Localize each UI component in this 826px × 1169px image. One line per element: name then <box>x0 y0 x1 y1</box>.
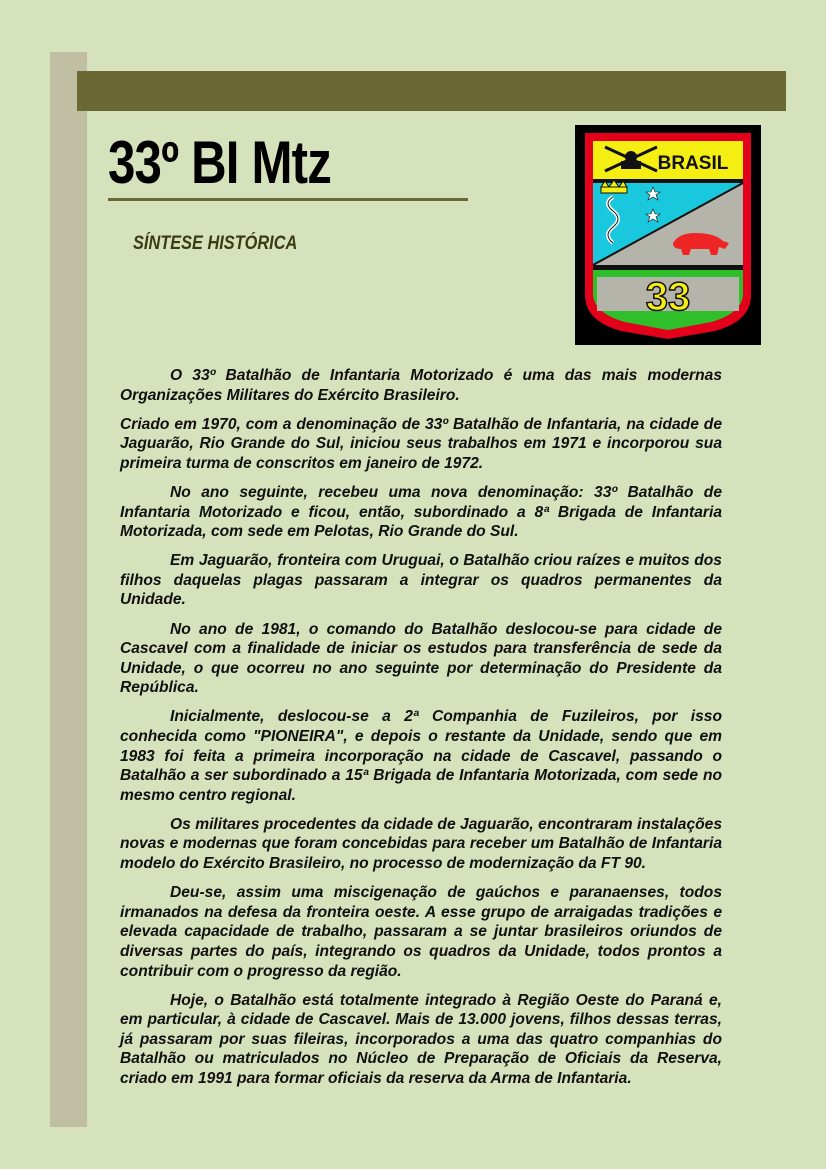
history-text <box>120 366 722 1098</box>
paragraph-2: Criado em 1970, com a denominação de 33º Batalhão de Infantaria, na cidade de Jaguarão, Rio Grande do Sul, iniciou seus trabalhos em 1971 e incorporou sua primeira turma de conscritos em janeiro de 1972. <box>120 415 722 472</box>
paragraph-6: Inicialmente, deslocou-se a 2ª Companhia de Fuzileiros, por isso conhecida como "PIONEIRA", e depois o restante da Unidade, sendo que em 1983 foi feita a primeira incorporação na cidade de Cascavel, passando o Batalhão a ser subordinado a 15ª Brigada de Infantaria Motorizada, com sede no mesmo centro regional. <box>120 708 722 804</box>
paragraph-5: No ano de 1981, o comando do Batalhão deslocou-se para cidade de Cascavel com a finalidade de iniciar os estudos para transferência de sede da Unidade, o que ocorreu no ano seguinte por determinação do Presidente da República. <box>120 620 722 697</box>
title-underline <box>108 198 468 201</box>
battalion-emblem <box>575 125 761 345</box>
page-subtitle: SÍNTESE HISTÓRICA <box>133 233 298 254</box>
paragraph-1: O 33º Batalhão de Infantaria Motorizado é uma das mais modernas Organizações Militares do Exército Brasileiro. <box>120 367 722 404</box>
paragraph-9: Hoje, o Batalhão está totalmente integrado à Região Oeste do Paraná e, em particular, à cidade de Cascavel. Mais de 13.000 jovens, filhos dessas terras, já passaram por suas fileiras, incorporados a uma das quatro companhias do Batalhão ou matriculados no Núcleo de Preparação de Oficiais da Reserva, criado em 1991 para formar oficiais da reserva da Arma de Infantaria. <box>120 991 722 1087</box>
paragraph-8: Deu-se, assim uma miscigenação de gaúchos e paranaenses, todos irmanados na defesa da fronteira oeste. A esse grupo de arraigadas tradições e elevada capacidade de trabalho, passaram a se juntar brasileiros oriundos de diversas partes do país, integrando os quadros da Unidade, todos prontos a contribuir com o progresso da região. <box>120 884 722 980</box>
page-title: 33º BI Mtz <box>108 129 332 196</box>
emblem-banner-text: BRASIL <box>657 153 729 174</box>
paragraph-4: Em Jaguarão, fronteira com Uruguai, o Batalhão criou raízes e muitos dos filhos daquelas plagas passaram a integrar os quadros permanentes da Unidade. <box>120 552 722 609</box>
header-bar <box>77 71 786 111</box>
paragraph-3: No ano seguinte, recebeu uma nova denominação: 33º Batalhão de Infantaria Motorizado e ficou, então, subordinado a 8ª Brigada de Infantaria Motorizada, com sede em Pelotas, Rio Grande do Sul. <box>120 483 722 541</box>
emblem-number: 33 <box>645 275 691 319</box>
left-decorative-strip <box>50 52 87 1127</box>
paragraph-7: Os militares procedentes da cidade de Jaguarão, encontraram instalações novas e modernas que foram concebidas para receber um Batalhão de Infantaria modelo do Exército Brasileiro, no processo de modernização da FT 90. <box>120 815 722 873</box>
emblem-crown-icon <box>601 180 627 193</box>
